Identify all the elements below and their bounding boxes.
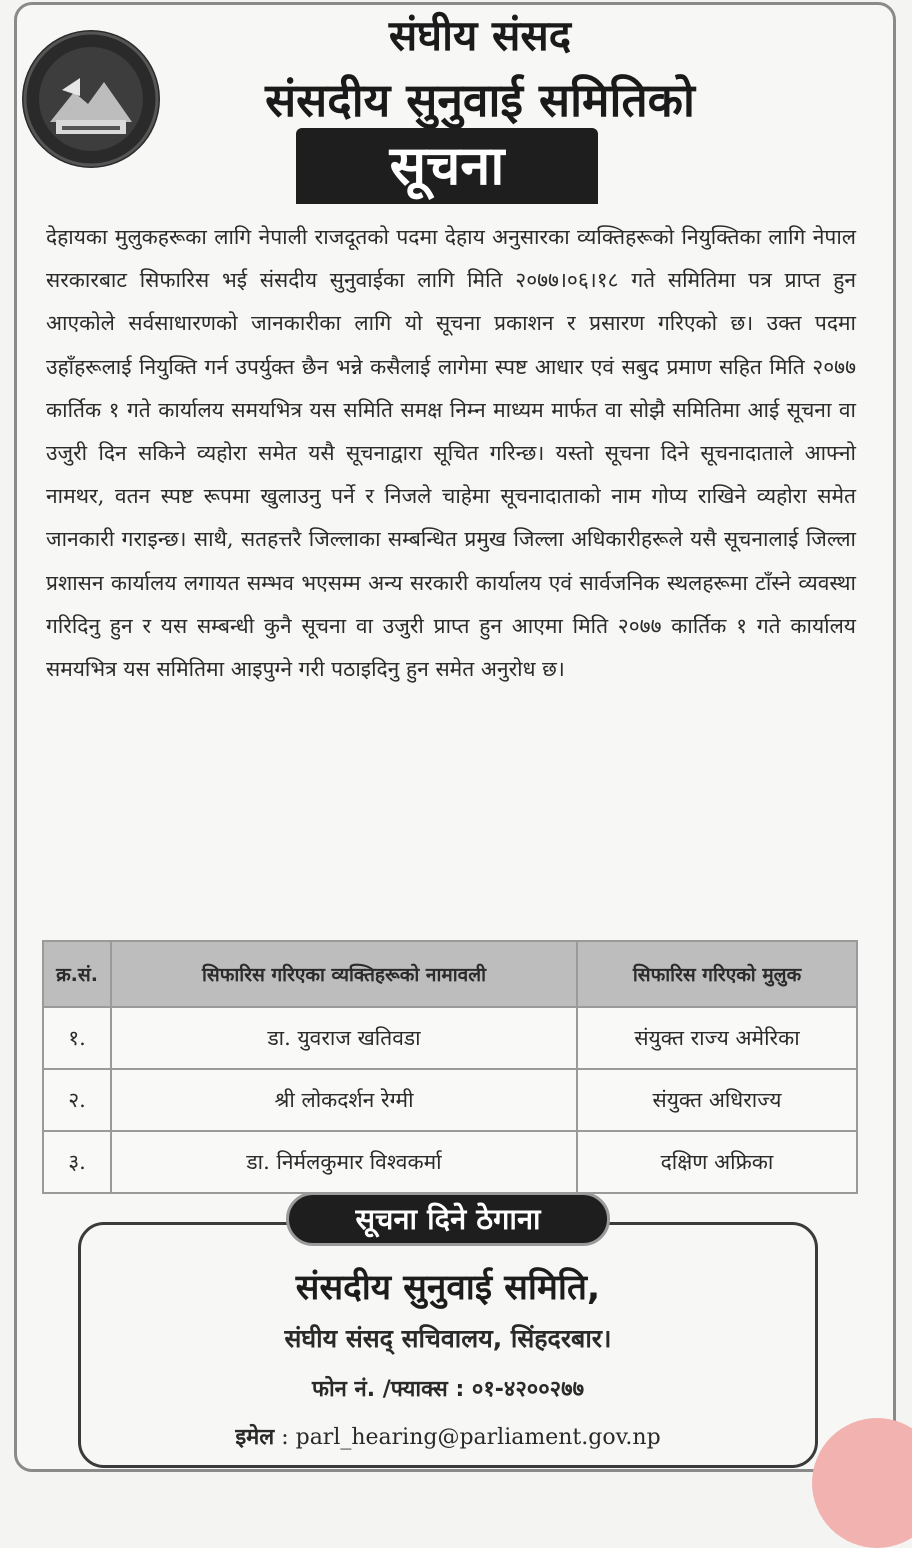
row-serial-number: १.	[43, 1007, 111, 1069]
contact-address-box	[78, 1222, 818, 1468]
contact-office-address: संघीय संसद् सचिवालय, सिंहदरबार।	[284, 1324, 612, 1353]
notice-body-text: देहायका मुलुकहरूका लागि नेपाली राजदूतको पदमा देहाय अनुसारका व्यक्तिहरूको नियुक्तिका लागि नेपाल सरकारबाट सिफारिस भई संसदीय सुनुवाईका लागि मिति २०७७।०६।१८ गते समितिमा पत्र प्राप्त हुन आएकोले सर्वसाधारणको जानकारीका लागि यो सूचना प्रकाशन र प्रसारण गरिएको छ। उक्त पदमा उहाँहरूलाई नियुक्ति गर्न उपर्युक्त छैन भन्ने कसैलाई लागेमा स्पष्ट आधार एवं सबुद प्रमाण सहित मिति २०७७ कार्तिक १ गते कार्यालय समयभित्र यस समिति समक्ष निम्न माध्यम मार्फत वा सोझै समितिमा आई सूचना वा उजुरी दिन सकिने व्यहोरा समेत यसै सूचनाद्वारा सूचित गरिन्छ। यस्तो सूचना दिने सूचनादाताले आफ्नो नामथर, वतन स्पष्ट रूपमा खुलाउनु पर्ने र निजले चाहेमा सूचनादाताको नाम गोप्य राखिने व्यहोरा समेत जानकारी गराइन्छ। साथै, सतहत्तरै जिल्लाका सम्बन्धित प्रमुख जिल्ला अधिकारीहरूले यसै सूचनालाई जिल्ला प्रशासन कार्यालय लगायत सम्भव भएसम्म अन्य सरकारी कार्यालय एवं सार्वजनिक स्थलहरूमा टाँस्ने व्यवस्था गरिदिनु हुन र यस सम्बन्धी कुनै सूचना वा उजुरी प्राप्त हुन आएमा मिति २०७७ कार्तिक १ गते कार्यालय समयभित्र यस समितिमा आइपुग्ने गरी पठाइदिनु हुन समेत अनुरोध छ।	[46, 225, 856, 682]
row-nominee-name: श्री लोकदर्शन रेग्मी	[111, 1069, 577, 1131]
contact-organization: संसदीय सुनुवाई समिति,	[295, 1268, 601, 1308]
parliament-emblem-icon	[22, 30, 160, 168]
row-serial-number: २.	[43, 1069, 111, 1131]
email-label: इमेल	[235, 1425, 275, 1450]
row-country: संयुक्त राज्य अमेरिका	[577, 1007, 857, 1069]
contact-phone-fax: फोन नं. /फ्याक्स : ०१-४२००२७७	[311, 1377, 585, 1402]
row-country: दक्षिण अफ्रिका	[577, 1131, 857, 1193]
notice-banner: सूचना	[296, 128, 598, 204]
contact-email-line	[81, 1421, 815, 1451]
header-committee-name: संसदीय सुनुवाई समितिको	[265, 73, 695, 127]
table-header-row	[43, 941, 857, 1007]
row-country: संयुक्त अधिराज्य	[577, 1069, 857, 1131]
nominees-table	[42, 940, 858, 1194]
row-nominee-name: डा. युवराज खतिवडा	[111, 1007, 577, 1069]
header-nominee-names: सिफारिस गरिएका व्यक्तिहरूको नामावली	[111, 941, 577, 1007]
contact-heading: सूचना दिने ठेगाना	[286, 1192, 610, 1246]
row-nominee-name: डा. निर्मलकुमार विश्वकर्मा	[111, 1131, 577, 1193]
header-serial-number: क्र.सं.	[43, 941, 111, 1007]
header-recommended-country: सिफारिस गरिएको मुलुक	[577, 941, 857, 1007]
table-row	[43, 1131, 857, 1193]
header-federal-parliament: संघीय संसद	[388, 11, 572, 60]
email-address: : parl_hearing@parliament.gov.np	[281, 1425, 661, 1450]
table-row	[43, 1069, 857, 1131]
table-row	[43, 1007, 857, 1069]
row-serial-number: ३.	[43, 1131, 111, 1193]
